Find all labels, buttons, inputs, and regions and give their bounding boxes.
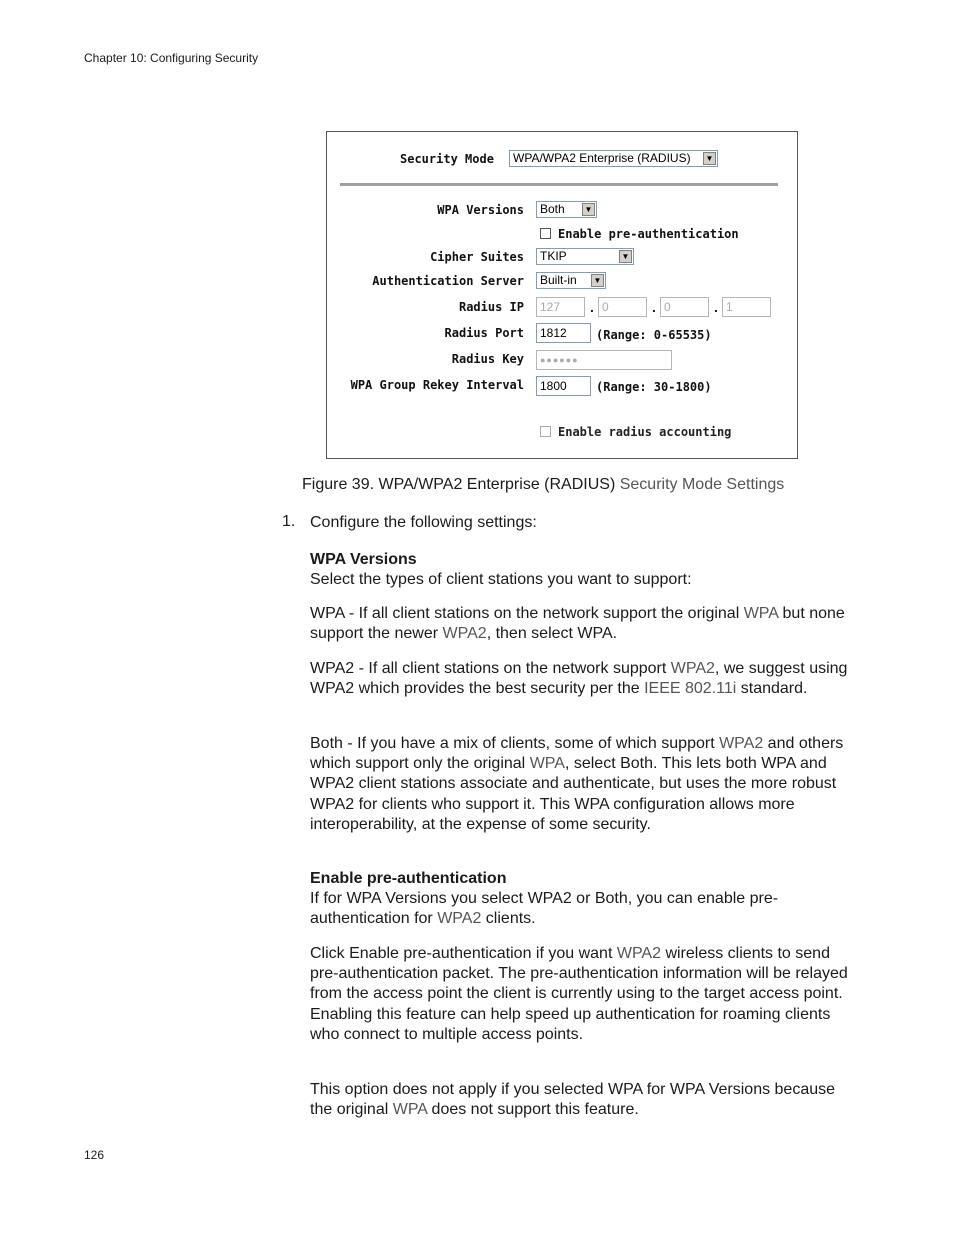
radius-ip-octet-3[interactable]: 0 <box>660 297 709 317</box>
rekey-interval-input[interactable]: 1800 <box>536 376 591 396</box>
preauth-heading: Enable pre-authentication <box>310 870 507 887</box>
radius-accounting-checkbox[interactable] <box>540 426 551 437</box>
ip-separator: . <box>714 299 718 315</box>
chevron-down-icon: ▼ <box>703 152 716 165</box>
cipher-suites-select[interactable] <box>536 248 634 265</box>
radius-ip-octet-1[interactable]: 127 <box>536 297 585 317</box>
auth-server-value: Built-in <box>540 273 577 287</box>
chevron-down-icon: ▼ <box>619 250 632 263</box>
radius-key-input[interactable]: ●●●●●● <box>536 350 672 370</box>
rekey-interval-label: WPA Group Rekey Interval <box>350 378 524 392</box>
wpa-versions-heading: WPA Versions <box>310 551 417 568</box>
radius-port-input[interactable]: 1812 <box>536 323 591 343</box>
paragraph-wpa2: WPA2 - If all client stations on the network support WPA2, we suggest using WPA2 which provides the best security per the IEEE 802.11i standard. <box>310 660 848 698</box>
running-header: Chapter 10: Configuring Security <box>84 51 259 65</box>
section-divider <box>340 183 778 186</box>
chevron-down-icon: ▼ <box>582 203 595 216</box>
step-number: 1. <box>282 513 296 530</box>
cipher-suites-label: Cipher Suites <box>430 250 524 264</box>
security-mode-select[interactable] <box>509 150 718 167</box>
ip-separator: . <box>590 299 594 315</box>
caption-prefix: Figure 39. WPA/WPA2 Enterprise (RADIUS) <box>302 476 620 493</box>
paragraph-option: This option does not apply if you selected WPA for WPA Versions because the original WPA does not support this feature. <box>310 1081 836 1119</box>
radius-port-label: Radius Port <box>444 326 524 340</box>
radius-port-range: (Range: 0-65535) <box>596 328 712 342</box>
figure-caption <box>302 476 784 494</box>
cipher-suites-value: TKIP <box>540 249 567 263</box>
paragraph-both: Both - If you have a mix of clients, some of which support WPA2 and others which support only the original WPA, select Both. This lets both WPA and WPA2 client stations associate and authenticate, but uses the more robust WPA2 for clients who support it. This WPA configuration allows more interoperability, at the expense of some security. <box>310 735 844 833</box>
page-number: 126 <box>84 1148 105 1162</box>
paragraph-click-preauth: Click Enable pre-authentication if you want WPA2 wireless clients to send pre-authentication packet. The pre-authentication information will be relayed from the access point the client is currently using to the target access point. Enabling this feature can help speed up authentication for roaming clients who connect to multiple access points. <box>310 945 848 1043</box>
auth-server-select[interactable] <box>536 272 606 289</box>
paragraph-preauth-intro: If for WPA Versions you select WPA2 or Both, you can enable pre-authentication for WPA2 clients. <box>310 890 779 928</box>
preauth-checkbox[interactable] <box>540 228 551 239</box>
radius-accounting-label: Enable radius accounting <box>558 425 732 439</box>
ip-separator: . <box>652 299 656 315</box>
wpa-versions-value: Both <box>540 202 565 216</box>
security-settings-figure <box>326 131 798 459</box>
security-mode-label: Security Mode <box>400 152 494 166</box>
radius-ip-octet-4[interactable]: 1 <box>722 297 771 317</box>
security-mode-value: WPA/WPA2 Enterprise (RADIUS) <box>513 151 691 165</box>
step-text: Configure the following settings: <box>310 514 537 531</box>
radius-ip-octet-2[interactable]: 0 <box>598 297 647 317</box>
paragraph-wpa: WPA - If all client stations on the network support the original WPA but none support the newer WPA2, then select WPA. <box>310 605 845 643</box>
wpa-versions-intro: Select the types of client stations you want to support: <box>310 571 692 588</box>
caption-link[interactable]: Security Mode Settings <box>619 476 785 493</box>
wpa-versions-select[interactable] <box>536 201 597 218</box>
preauth-label: Enable pre-authentication <box>558 227 739 241</box>
wpa-versions-label: WPA Versions <box>437 203 524 217</box>
chevron-down-icon: ▼ <box>591 274 604 287</box>
auth-server-label: Authentication Server <box>372 274 524 288</box>
rekey-interval-range: (Range: 30-1800) <box>596 380 712 394</box>
radius-key-label: Radius Key <box>451 352 524 366</box>
radius-ip-label: Radius IP <box>458 300 524 314</box>
